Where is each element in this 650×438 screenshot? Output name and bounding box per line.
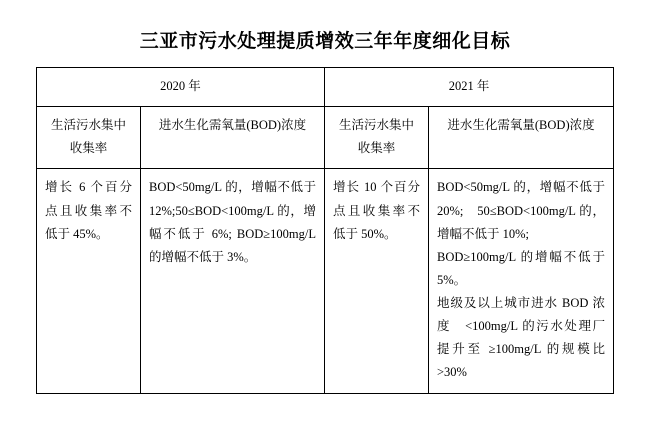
cell-bod-2021	[429, 169, 614, 393]
column-header-line1: 生活污水集中	[50, 118, 126, 133]
year-header-2021: 2021 年	[325, 68, 614, 107]
column-header-line2: 收集率	[357, 141, 396, 156]
column-header-line2: 收集率	[69, 141, 108, 156]
column-header-collection-2021	[325, 107, 429, 169]
table-row-year-headers	[36, 68, 613, 107]
cell-bod-2020	[140, 169, 324, 393]
cell-text-part1: BOD<50mg/L 的，增幅不低于 20%; 50≤BOD<100mg/L 的，增幅不低于 10%;	[437, 180, 606, 241]
column-header-bod-2021: 进水生化需氧量(BOD)浓度	[429, 107, 614, 169]
targets-table	[36, 67, 614, 394]
column-header-line1: 生活污水集中	[338, 118, 414, 133]
page-title: 三亚市污水处理提质增效三年年度细化目标	[139, 31, 511, 52]
column-header-bod-2020: 进水生化需氧量(BOD)浓度	[140, 107, 324, 169]
cell-text-part3: 地级及以上城市进水 BOD 浓度 <100mg/L 的污水处理厂提升至 ≥100mg/L 的规模比>30%	[437, 296, 606, 380]
cell-text: 增长 10 个百分点且收集率不低于 50%。	[333, 180, 420, 241]
year-header-2020: 2020 年	[36, 68, 324, 107]
cell-text: BOD<50mg/L 的，增幅不低于 12%;50≤BOD<100mg/L 的，增幅不低于 6%; BOD≥100mg/L 的增幅不低于 3%。	[148, 180, 316, 264]
cell-collection-2020	[36, 169, 140, 393]
cell-text: 增长 6 个百分点且收集率不低于 45%。	[44, 180, 132, 241]
cell-text-part2: BOD≥100mg/L 的增幅不低于 5%。	[437, 249, 606, 287]
column-header-collection-2020	[36, 107, 140, 169]
table-row-values	[36, 169, 613, 393]
cell-collection-2021	[325, 169, 429, 393]
table-row-sub-headers	[36, 107, 613, 169]
